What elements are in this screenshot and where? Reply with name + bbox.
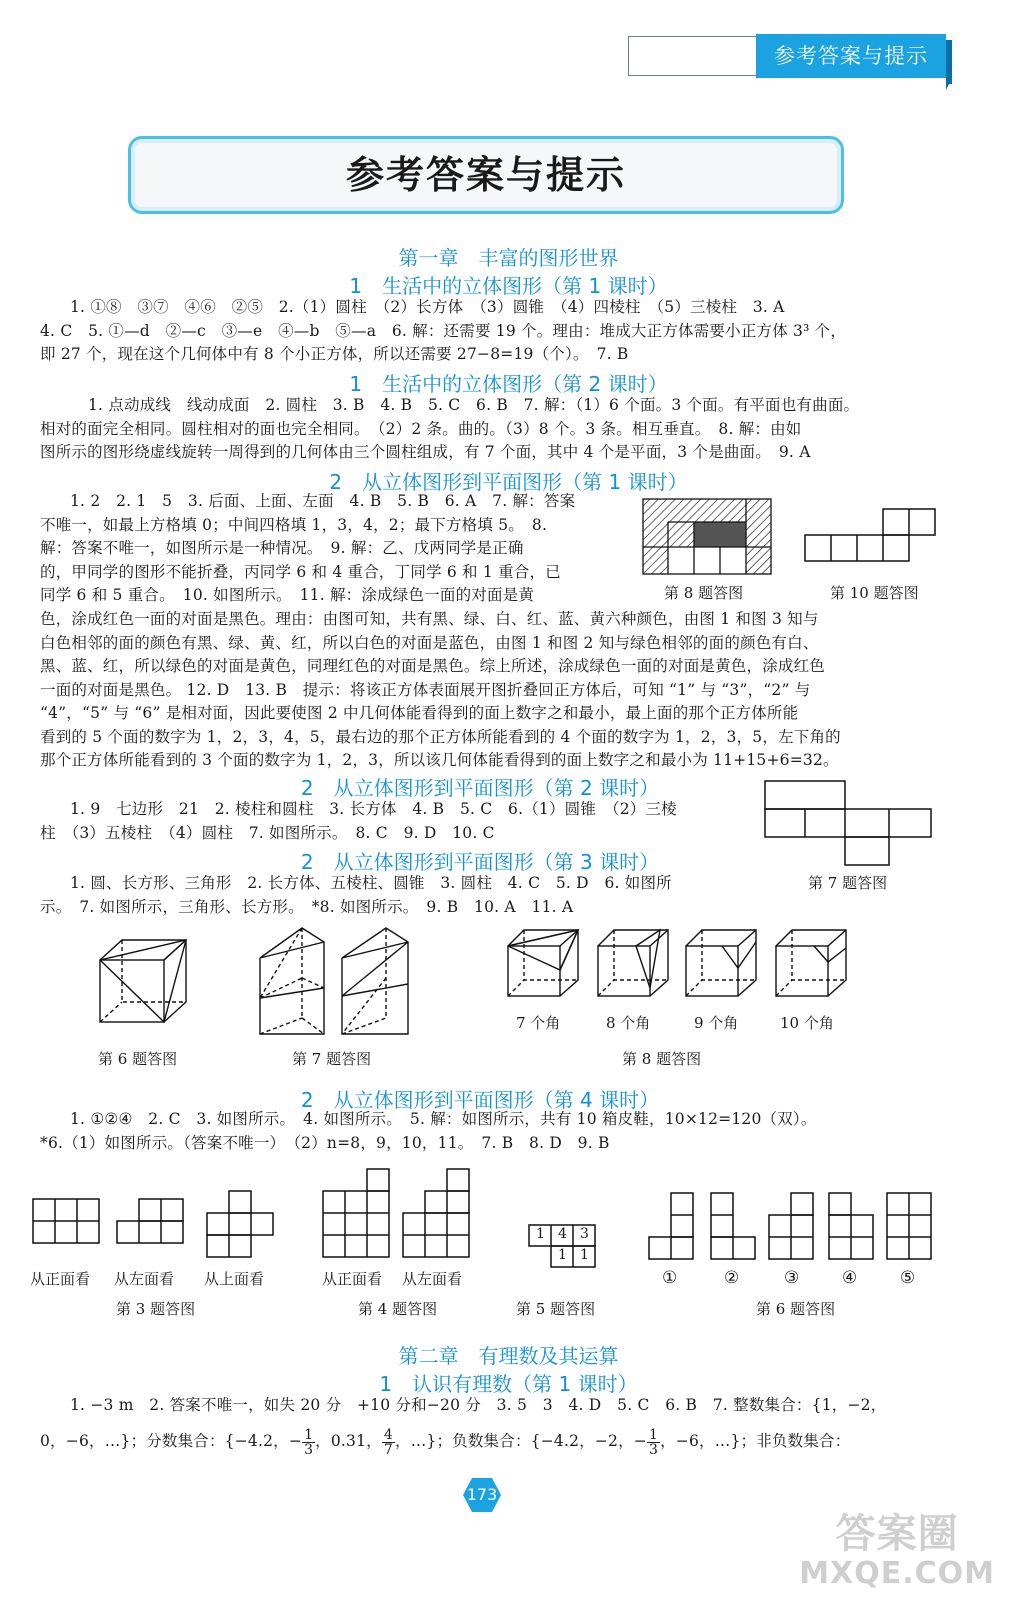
view-label: 从左面看 <box>402 1270 463 1288</box>
figure-caption: 第 7 题答图 <box>808 874 888 892</box>
q6-shape-1 <box>648 1192 694 1260</box>
shape-number: ② <box>724 1268 740 1288</box>
corner-label: 9 个角 <box>694 1014 739 1032</box>
section-heading: 1 生活中的立体图形（第 1 课时） <box>349 274 668 298</box>
q6-shape-5 <box>886 1192 932 1260</box>
q6-shape-4 <box>828 1192 874 1260</box>
watermark-logo: 答案圈 MXQE.COM <box>799 1511 995 1591</box>
header-empty-box <box>628 36 758 76</box>
answer-block: 色，涂成红色一面的对面是黑色。理由：由图可知，共有黑、绿、白、红、蓝、黄六种颜色，由图 1 和图 3 知与 白色相邻的面的颜色有黑、绿、黄、红，所以白色的对面是蓝色，由图 1 和图 2 知与绿色相邻的面的颜色有白、 黑、蓝、红，所以绿色的对面是黄色，同理红色的对面是黑色。综上所述，涂成绿色一面的对面是黄色，涂成红色 一面的对面是黑色。 12. D 13. B 提示：将该正方体表面展开图折叠回正方体后，可知 “1” 与 “3”，“2” 与 “4”，“5” 与 “6” 是相对面，因此要使图 2 中几何体能看得到的面上数字之和最小，最上面的那个正方体所能 看到的 5 个面的数字为 1，2，3，4，5，最右边的那个正方体所能看到的 4 个面的数字为 1，2，3，5，左下角的 那个正方体所能看到的 3 个面的数字为 1，2，3，所以该几何体能看得到的面上数字之和最小为 11+15+6=32。 <box>40 610 841 769</box>
view-label: 从左面看 <box>114 1270 175 1288</box>
q5-digit: 3 <box>580 1226 589 1242</box>
q5-digit: 4 <box>558 1226 567 1242</box>
q8-cube-7-corners <box>506 928 580 998</box>
main-title-box <box>128 136 844 214</box>
q7-prism-figure-1 <box>258 926 326 1038</box>
view-label: 从正面看 <box>30 1270 91 1288</box>
shape-number: ① <box>662 1268 678 1288</box>
answer-line-with-fractions: 0，−6，…}；分数集合：{−4.2，− $\frac{1}{3}$ ，0.31， $\frac{4}{7}$ ，…}；负数集合：{−4.2，−2，− $\frac{1}{3}$ ，−6，…}；非负数集合： <box>40 1426 851 1458</box>
figure-caption: 第 8 题答图 <box>664 584 744 602</box>
q6-cube-figure <box>98 938 190 1024</box>
q5-digit: 1 <box>536 1226 545 1242</box>
figure-caption: 第 6 题答图 <box>98 1050 178 1068</box>
figure-caption: 第 7 题答图 <box>292 1050 372 1068</box>
q10-figure <box>804 508 936 562</box>
page-number-badge <box>463 1478 501 1512</box>
section-heading: 1 生活中的立体图形（第 2 课时） <box>349 372 668 396</box>
main-title: 参考答案与提示 <box>345 152 626 197</box>
q4-left-view <box>402 1168 472 1260</box>
q8-figure <box>642 498 772 576</box>
answer-block: 1. −3 m 2. 答案不唯一，如失 20 分 +10 分和−20 分 3. 5 3 4. D 5. C 6. B 7. 整数集合：{1，−2， <box>70 1396 887 1414</box>
figure-caption: 第 8 题答图 <box>622 1050 702 1068</box>
q5-digit: 1 <box>558 1247 567 1263</box>
header-tab: 参考答案与提示 <box>756 34 946 78</box>
q8-cube-10-corners <box>774 928 848 998</box>
shape-number: ⑤ <box>900 1268 916 1288</box>
figure-caption: 第 10 题答图 <box>830 584 919 602</box>
section-heading: 2 从立体图形到平面图形（第 4 课时） <box>300 1088 660 1112</box>
figure-caption: 第 5 题答图 <box>516 1300 596 1318</box>
answer-block: 1. 9 七边形 21 2. 棱柱和圆柱 3. 长方体 4. B 5. C 6.（1）圆锥 （2）三棱 柱 （3）五棱柱 （4）圆柱 7. 如图所示。 8. C 9. D 10. C <box>40 800 677 842</box>
chapter-2-heading: 第二章 有理数及其运算 <box>398 1344 619 1368</box>
section-heading: 2 从立体图形到平面图形（第 1 课时） <box>329 470 688 494</box>
section-heading: 2 从立体图形到平面图形（第 2 课时） <box>300 776 660 800</box>
section-heading: 1 认识有理数（第 1 课时） <box>379 1372 638 1396</box>
q8-cube-9-corners <box>684 928 758 998</box>
q6-shape-2 <box>710 1192 756 1260</box>
section-heading: 2 从立体图形到平面图形（第 3 课时） <box>300 850 660 874</box>
figure-caption: 第 4 题答图 <box>358 1300 438 1318</box>
corner-label: 7 个角 <box>516 1014 561 1032</box>
view-label: 从上面看 <box>204 1270 265 1288</box>
corner-label: 10 个角 <box>780 1014 834 1032</box>
answer-block: 1. 点动成线 线动成面 2. 圆柱 3. B 4. B 5. C 6. B 7. 解：（1）6 个面。3 个面。有平面也有曲面。 相对的面完全相同。圆柱相对的面也完全相同。 （2）2 条。曲的。（3）8 个。3 条。相互垂直。 8. 解：由如 图所示的图形绕虚线旋转一周得到的几何体由三个圆柱组成，有 7 个面，其中 4 个是平面，3 个是曲面。 9. A <box>40 396 860 461</box>
q3-left-view <box>116 1198 186 1246</box>
q3-front-view <box>32 1198 102 1246</box>
q5-figure <box>528 1224 596 1268</box>
q5-digit: 1 <box>580 1247 589 1263</box>
q7-prism-figure-2 <box>340 926 410 1038</box>
answer-block: 1. 圆、长方形、三角形 2. 长方体、五棱柱、圆锥 3. 圆柱 4. C 5. D 6. 如图所 示。 7. 如图所示，三角形、长方形。 *8. 如图所示。 9. B 10. A 11. A <box>40 874 672 916</box>
q3-top-view <box>206 1190 276 1258</box>
answer-block: 1. ①②④ 2. C 3. 如图所示。 4. 如图所示。 5. 解：如图所示，共有 10 箱皮鞋，10×12=120（双）。 *6.（1）如图所示。（答案不唯一） （2）n=8，9，10，11。 7. B 8. D 9. B <box>40 1110 817 1152</box>
chapter-1-heading: 第一章 丰富的图形世界 <box>398 246 619 270</box>
figure-caption: 第 3 题答图 <box>116 1300 196 1318</box>
answer-block: 1. 2 2. 1 5 3. 后面、上面、左面 4. B 5. B 6. A 7. 解：答案 不唯一，如最上方格填 0；中间四格填 1，3，4，2；最下方格填 5。 8. 解：答案不唯一，如图所示是一种情况。 9. 解：乙、戊两同学是正确 的，甲同学的图形不能折叠，丙同学 6 和 4 重合，丁同学 6 和 1 重合，已 同学 6 和 5 重合。 10. 如图所示。 11. 解：涂成绿色一面的对面是黄 <box>40 492 576 604</box>
q6-shape-3 <box>768 1192 814 1260</box>
shape-number: ④ <box>842 1268 858 1288</box>
page-number: 173 <box>466 1485 498 1504</box>
q4-front-view <box>322 1168 392 1260</box>
answer-block: 1. ①⑧ ③⑦ ④⑥ ②⑤ 2.（1）圆柱 （2）长方体 （3）圆锥 （4）四棱柱 （5）三棱柱 3. A 4. C 5. ①—d ②—c ③—e ④—b ⑤—a 6. 解：还需要 19 个。理由：堆成大正方体需要小正方体 3³ 个， 即 27 个，现在这个几何体中有 8 个小正方体，所以还需要 27−8=19（个）。 7. B <box>40 298 847 363</box>
view-label: 从正面看 <box>322 1270 383 1288</box>
corner-label: 8 个角 <box>606 1014 651 1032</box>
q8-cube-8-corners <box>596 928 670 998</box>
figure-caption: 第 6 题答图 <box>756 1300 836 1318</box>
shape-number: ③ <box>784 1268 800 1288</box>
